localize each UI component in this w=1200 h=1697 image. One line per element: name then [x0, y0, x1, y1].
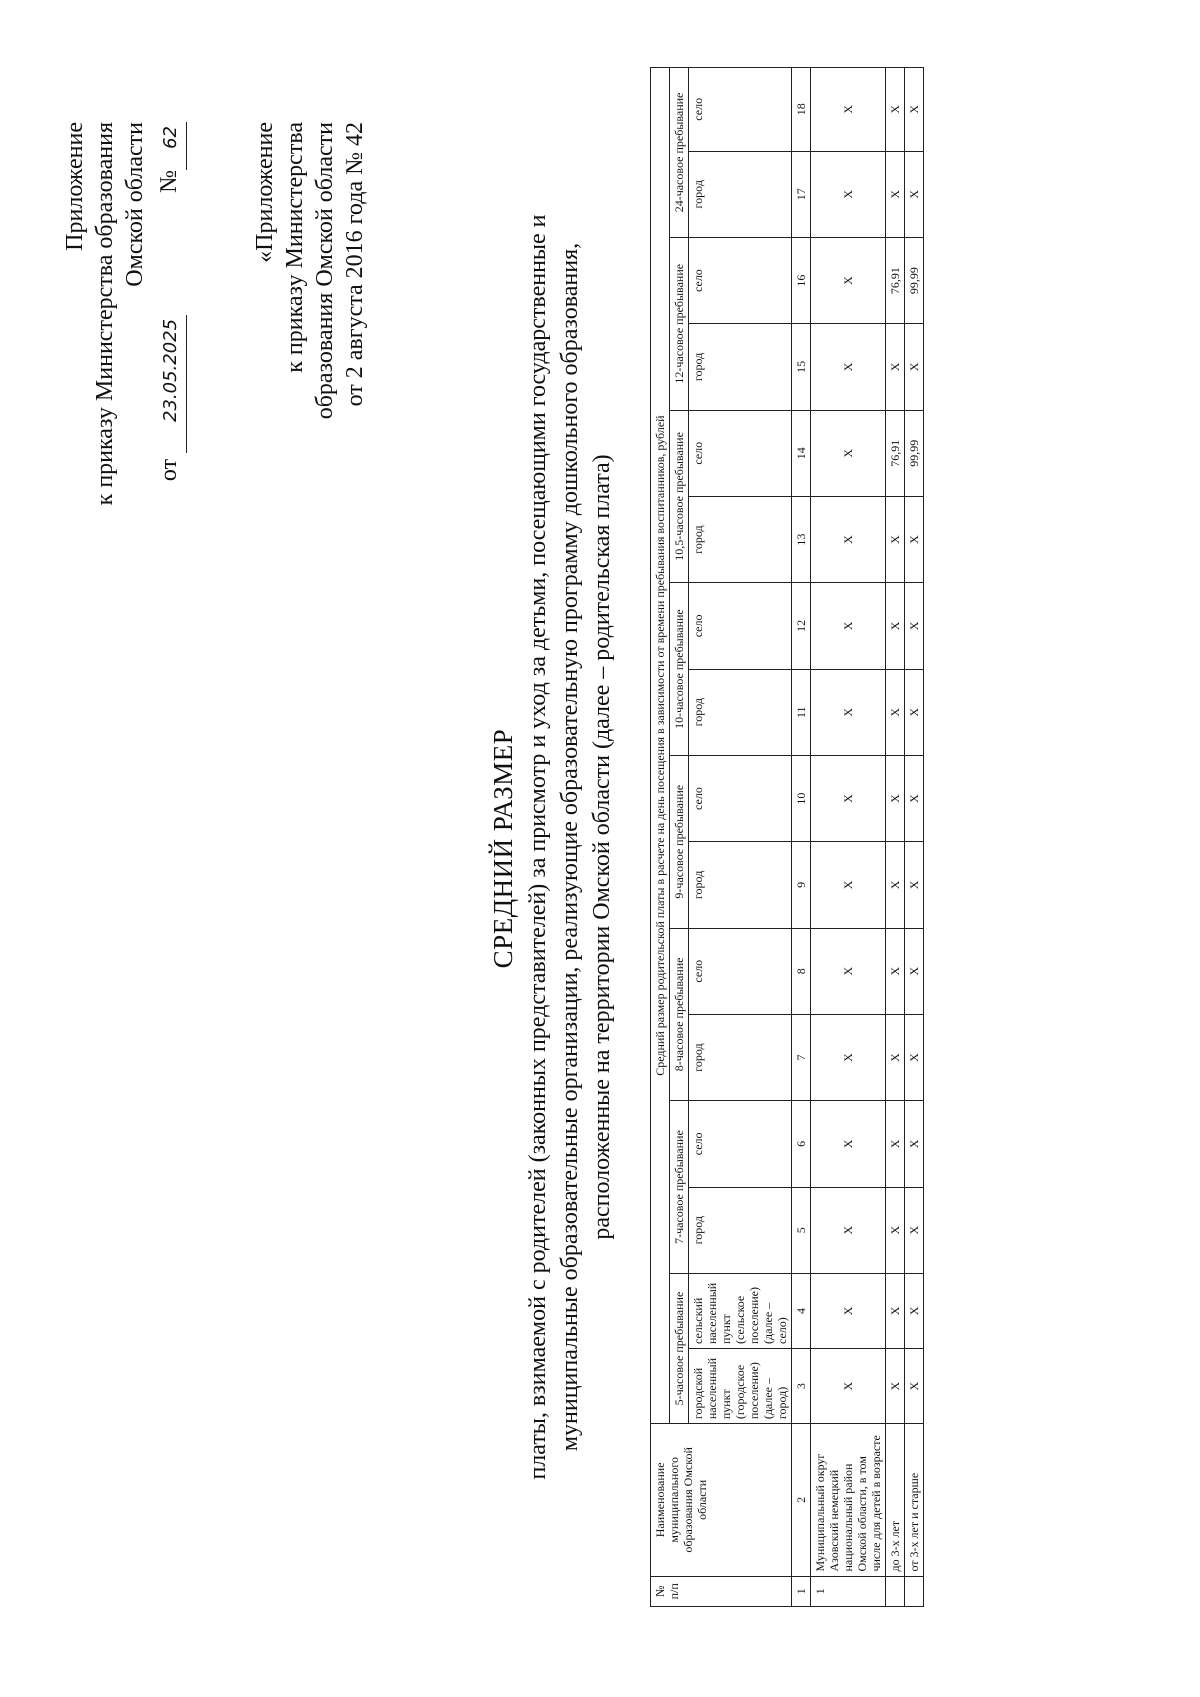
city-header: город: [689, 151, 792, 237]
stay-header: 7-часовое пребывание: [670, 1101, 689, 1274]
header-row-1: [651, 68, 670, 1607]
ref-line: «Приложение: [252, 122, 278, 263]
city-header: город: [689, 1014, 792, 1100]
date-number-line: [154, 122, 187, 505]
fee-cell: X: [886, 1273, 905, 1348]
fee-cell: X: [811, 583, 886, 669]
fee-cell: X: [886, 1349, 905, 1424]
row-name: до 3-х лет: [886, 1424, 905, 1576]
city-header: город: [689, 496, 792, 582]
column-number: 8: [792, 928, 811, 1014]
fee-cell: X: [886, 583, 905, 669]
fee-cell: 99,99: [905, 410, 924, 496]
stay-header: 10-часовое пребывание: [670, 583, 689, 756]
fee-cell: X: [886, 669, 905, 755]
fee-cell: X: [905, 1187, 924, 1273]
fee-cell: X: [905, 583, 924, 669]
fee-cell: X: [886, 928, 905, 1014]
date-prefix: от: [156, 458, 182, 482]
fee-cell: X: [886, 324, 905, 410]
fee-cell: X: [886, 842, 905, 928]
column-number: 2: [792, 1424, 811, 1576]
column-number: 6: [792, 1101, 811, 1187]
stay-header: 10,5-часовое пребывание: [670, 410, 689, 583]
fee-cell: X: [886, 68, 905, 152]
group-header: Средний размер родительской платы в расчете на день посещения в зависимости от времени пребывания воспитанников, рублей: [651, 68, 670, 1424]
fee-cell: X: [905, 1273, 924, 1348]
ref-line: к приказу Министерства: [282, 122, 308, 373]
fee-cell: X: [905, 1014, 924, 1100]
stay-header: 12-часовое пребывание: [670, 237, 689, 410]
row-number: [905, 1576, 924, 1606]
fee-cell: 76,91: [886, 410, 905, 496]
stay-header: 8-часовое пребывание: [670, 928, 689, 1101]
city-header: город: [689, 842, 792, 928]
fee-cell: X: [905, 928, 924, 1014]
fee-cell: X: [905, 669, 924, 755]
fee-cell: X: [886, 1101, 905, 1187]
fee-cell: 76,91: [886, 237, 905, 323]
fee-cell: X: [811, 324, 886, 410]
fee-cell: X: [905, 151, 924, 237]
stay-header: 5-часовое пребывание: [670, 1273, 689, 1423]
column-number: 7: [792, 1014, 811, 1100]
row-name: от 3-х лет и старше: [905, 1424, 924, 1576]
col-name-header: Наименование муниципального образования Омской области: [651, 1424, 792, 1576]
village-header: село: [689, 928, 792, 1014]
column-number: 12: [792, 583, 811, 669]
column-number: 3: [792, 1349, 811, 1424]
fee-cell: X: [811, 928, 886, 1014]
fee-cell: X: [811, 1014, 886, 1100]
fee-cell: X: [811, 410, 886, 496]
city-header: город: [689, 669, 792, 755]
row-number: [886, 1576, 905, 1606]
column-number: 11: [792, 669, 811, 755]
row-name: Муниципальный округ Азовский немецкий национальный район Омской области, в том числе для детей в возрасте: [811, 1424, 886, 1576]
fee-cell: X: [886, 151, 905, 237]
column-number: 13: [792, 496, 811, 582]
village-header: село: [689, 1101, 792, 1187]
fee-cell: X: [811, 842, 886, 928]
column-number: 17: [792, 151, 811, 237]
fee-cell: X: [811, 1187, 886, 1273]
fee-cell: X: [811, 755, 886, 841]
header-row-3: [689, 68, 792, 1607]
table-row: [886, 68, 905, 1607]
fee-cell: X: [811, 1273, 886, 1348]
header-line: Омской области: [122, 122, 148, 287]
fee-cell: X: [811, 1349, 886, 1424]
fee-cell: X: [811, 1101, 886, 1187]
fee-cell: X: [905, 755, 924, 841]
fee-cell: X: [905, 496, 924, 582]
original-order-reference: [250, 122, 370, 419]
table-row: [905, 68, 924, 1607]
ref-line: образования Омской области: [312, 122, 338, 420]
fee-cell: X: [905, 324, 924, 410]
fee-cell: X: [811, 669, 886, 755]
village-header: село: [689, 68, 792, 152]
document-title: СРЕДНИЙ РАЗМЕР: [488, 728, 518, 969]
fee-cell: X: [886, 496, 905, 582]
fee-cell: X: [811, 151, 886, 237]
stay-header: 9-часовое пребывание: [670, 755, 689, 928]
appendix-header: [60, 122, 187, 505]
header-row-2: [670, 68, 689, 1607]
column-number: 14: [792, 410, 811, 496]
column-number: 15: [792, 324, 811, 410]
city-header: город: [689, 324, 792, 410]
fee-cell: X: [811, 68, 886, 152]
column-number: 16: [792, 237, 811, 323]
column-number: 1: [792, 1576, 811, 1606]
col-num-header: № п/п: [651, 1576, 792, 1606]
village-header: село: [689, 237, 792, 323]
city-full-header: городской населенный пункт (городское поселение) (далее – город): [689, 1349, 792, 1424]
fee-cell: X: [886, 755, 905, 841]
ref-line: от 2 августа 2016 года № 42: [342, 122, 368, 407]
header-line: к приказу Министерства образования: [92, 122, 118, 506]
column-number: 5: [792, 1187, 811, 1273]
handwritten-number: 62: [156, 122, 187, 170]
table-body: [811, 68, 924, 1607]
fee-cell: X: [886, 1014, 905, 1100]
document-subtitle: платы, взимаемой с родителей (законных представителей) за присмотр и уход за детьми, посещающими государственные и муниципальные образовательные организации, реализующие образовательную программу дошкольного образования, расположенные на территории Омской области (далее – родительская плата): [525, 214, 615, 1480]
fee-cell: X: [905, 1349, 924, 1424]
column-number-row: [792, 68, 811, 1607]
number-prefix: №: [156, 170, 182, 193]
village-header: село: [689, 755, 792, 841]
fee-cell: X: [886, 1187, 905, 1273]
row-number: 1: [811, 1576, 886, 1606]
fee-cell: X: [811, 237, 886, 323]
city-header: город: [689, 1187, 792, 1273]
village-full-header: сельский населенный пункт (сельское поселение) (далее – село): [689, 1273, 792, 1348]
header-line: Приложение: [62, 122, 88, 251]
fee-cell: X: [905, 1101, 924, 1187]
fee-cell: X: [811, 496, 886, 582]
handwritten-date: 23.05.2025: [156, 315, 187, 453]
fee-table: [650, 67, 924, 1607]
column-number: 10: [792, 755, 811, 841]
table-row: [811, 68, 886, 1607]
fee-cell: X: [905, 842, 924, 928]
stay-header: 24-часовое пребывание: [670, 68, 689, 238]
fee-cell: 99,99: [905, 237, 924, 323]
village-header: село: [689, 583, 792, 669]
column-number: 9: [792, 842, 811, 928]
column-number: 4: [792, 1273, 811, 1348]
fee-cell: X: [905, 68, 924, 152]
village-header: село: [689, 410, 792, 496]
column-number: 18: [792, 68, 811, 152]
